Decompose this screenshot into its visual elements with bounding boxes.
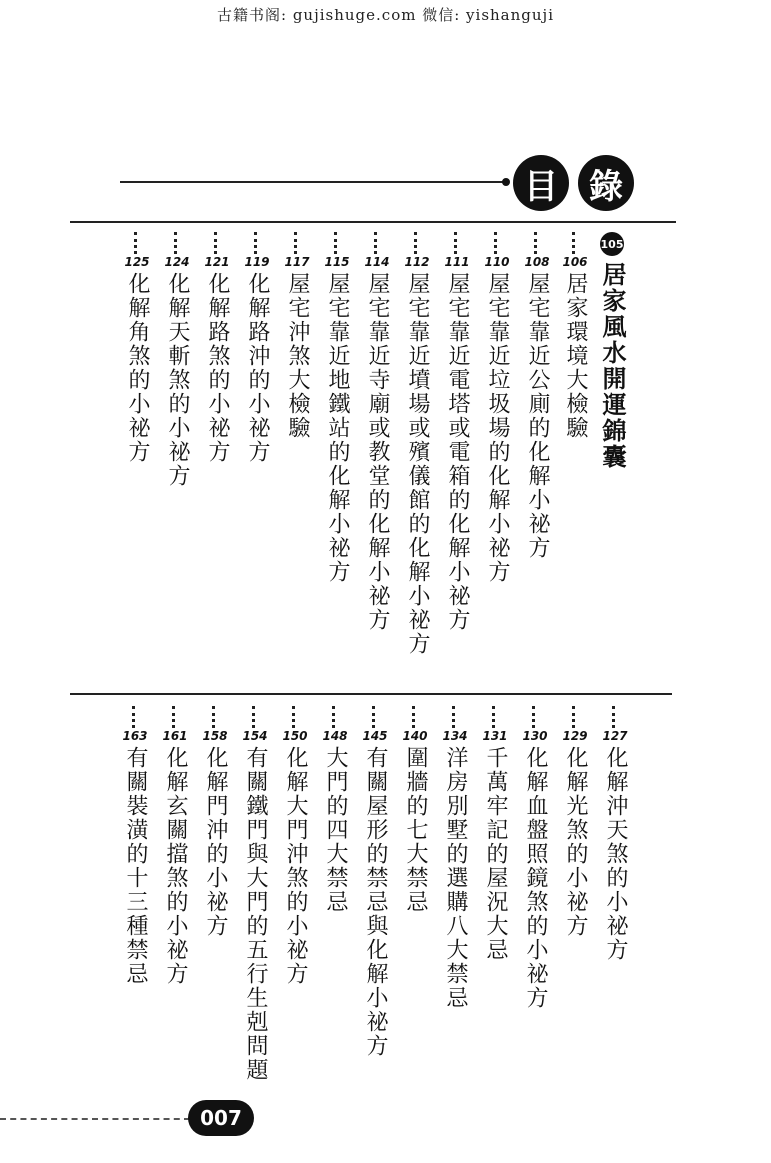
leader-dots: [494, 232, 500, 254]
leader-dots: [332, 706, 338, 728]
toc-page-number: 114: [364, 255, 390, 269]
leader-dots: [572, 232, 578, 254]
leader-dots: [374, 232, 380, 254]
leader-dots: [372, 706, 378, 728]
leader-dots: [294, 232, 300, 254]
toc-title: 屋宅靠近寺廟或教堂的化解小祕方: [365, 272, 390, 632]
toc-title: 有關屋形的禁忌與化解小祕方: [363, 746, 388, 1058]
toc-page-number: 163: [122, 729, 148, 743]
toc-page-number: 112: [404, 255, 430, 269]
toc-page-number: 150: [282, 729, 308, 743]
toc-title: 化解光煞的小祕方: [563, 746, 588, 938]
toc-entry[interactable]: [159, 232, 195, 488]
toc-page-number: 140: [402, 729, 428, 743]
leader-dots: [452, 706, 458, 728]
leader-dots: [174, 232, 180, 254]
toc-entry[interactable]: [479, 232, 515, 584]
bottom-divider: [70, 693, 672, 695]
toc-entry[interactable]: [557, 706, 593, 938]
section-page-badge: 105: [600, 232, 624, 256]
leader-dots: [412, 706, 418, 728]
toc-entry[interactable]: [237, 706, 273, 1082]
leader-dots: [532, 706, 538, 728]
top-divider: [70, 221, 676, 223]
toc-entry[interactable]: [357, 706, 393, 1058]
toc-title: 屋宅靠近垃圾場的化解小祕方: [485, 272, 510, 584]
toc-page-number: 110: [484, 255, 510, 269]
toc-entry[interactable]: [519, 232, 555, 560]
leader-dots: [572, 706, 578, 728]
toc-title: 屋宅靠近墳場或殯儀館的化解小祕方: [405, 272, 430, 656]
leader-dots: [534, 232, 540, 254]
toc-page-number: 161: [162, 729, 188, 743]
toc-entry[interactable]: [117, 706, 153, 986]
toc-title: 化解天斬煞的小祕方: [165, 272, 190, 488]
leader-dots: [214, 232, 220, 254]
toc-page-number: 119: [244, 255, 270, 269]
toc-entry[interactable]: [437, 706, 473, 1010]
leader-dots: [252, 706, 258, 728]
toc-page-number: 158: [202, 729, 228, 743]
toc-page-number: 121: [204, 255, 230, 269]
toc-entry[interactable]: [279, 232, 315, 440]
leader-dots: [132, 706, 138, 728]
toc-entry[interactable]: [197, 706, 233, 938]
watermark-text: 古籍书阁: gujishuge.com 微信: yishanguji: [217, 6, 554, 24]
toc-title: 化解大門沖煞的小祕方: [283, 746, 308, 986]
section-title: 居家風水開運錦囊: [598, 262, 626, 470]
toc-title: 屋宅靠近公廁的化解小祕方: [525, 272, 550, 560]
leader-dots: [254, 232, 260, 254]
toc-page-number: 115: [324, 255, 350, 269]
leader-dots: [492, 706, 498, 728]
toc-page-number: 148: [322, 729, 348, 743]
leader-dots: [212, 706, 218, 728]
section-heading[interactable]: [594, 232, 630, 470]
leader-dots: [454, 232, 460, 254]
toc-page-number: 108: [524, 255, 550, 269]
toc-title: 屋宅靠近地鐵站的化解小祕方: [325, 272, 350, 584]
toc-entry[interactable]: [317, 706, 353, 914]
toc-title: 千萬牢記的屋況大忌: [483, 746, 508, 962]
toc-title: 化解血盤照鏡煞的小祕方: [523, 746, 548, 1010]
toc-entry[interactable]: [157, 706, 193, 986]
toc-title: 化解門沖的小祕方: [203, 746, 228, 938]
toc-entry[interactable]: [597, 706, 633, 962]
toc-entry[interactable]: [359, 232, 395, 632]
toc-entry[interactable]: [199, 232, 235, 464]
toc-title: 化解角煞的小祕方: [125, 272, 150, 464]
leader-dots: [172, 706, 178, 728]
leader-dots: [292, 706, 298, 728]
toc-title: 洋房別墅的選購八大禁忌: [443, 746, 468, 1010]
page-number-badge: 007: [188, 1100, 254, 1136]
toc-title: 有關鐵門與大門的五行生剋問題: [243, 746, 268, 1082]
toc-entry[interactable]: [517, 706, 553, 1010]
toc-title: 有關裝潢的十三種禁忌: [123, 746, 148, 986]
toc-title: 大門的四大禁忌: [323, 746, 348, 914]
leader-dots: [612, 706, 618, 728]
toc-title: 化解玄關擋煞的小祕方: [163, 746, 188, 986]
leader-dots: [334, 232, 340, 254]
header-char-lu: 錄: [578, 155, 634, 211]
leader-dots: [414, 232, 420, 254]
toc-page-number: 145: [362, 729, 388, 743]
toc-page-number: 124: [164, 255, 190, 269]
toc-page-number: 111: [444, 255, 470, 269]
toc-entry[interactable]: [277, 706, 313, 986]
toc-title: 屋宅沖煞大檢驗: [285, 272, 310, 440]
toc-title: 屋宅靠近電塔或電箱的化解小祕方: [445, 272, 470, 632]
toc-entry[interactable]: [399, 232, 435, 656]
toc-entry[interactable]: [119, 232, 155, 464]
toc-entry[interactable]: [439, 232, 475, 632]
toc-page-number: 127: [602, 729, 628, 743]
toc-page-number: 131: [482, 729, 508, 743]
toc-entry[interactable]: [557, 232, 593, 440]
toc-page-number: 106: [562, 255, 588, 269]
toc-entry[interactable]: [319, 232, 355, 584]
toc-page-number: 134: [442, 729, 468, 743]
header-rule-dot: [502, 178, 510, 186]
toc-entry[interactable]: [397, 706, 433, 914]
toc-page-number: 117: [284, 255, 310, 269]
leader-dots: [134, 232, 140, 254]
toc-entry[interactable]: [239, 232, 275, 464]
toc-title: 化解路沖的小祕方: [245, 272, 270, 464]
toc-page-number: 125: [124, 255, 150, 269]
toc-page-number: 154: [242, 729, 268, 743]
header-char-mu: 目: [513, 155, 569, 211]
footer-dashed-rule: [0, 1118, 190, 1120]
toc-title: 居家環境大檢驗: [563, 272, 588, 440]
toc-title: 圍牆的七大禁忌: [403, 746, 428, 914]
toc-title: 化解沖天煞的小祕方: [603, 746, 628, 962]
header-rule: [120, 181, 505, 183]
toc-page-number: 130: [522, 729, 548, 743]
toc-page-number: 129: [562, 729, 588, 743]
toc-title: 化解路煞的小祕方: [205, 272, 230, 464]
toc-entry[interactable]: [477, 706, 513, 962]
